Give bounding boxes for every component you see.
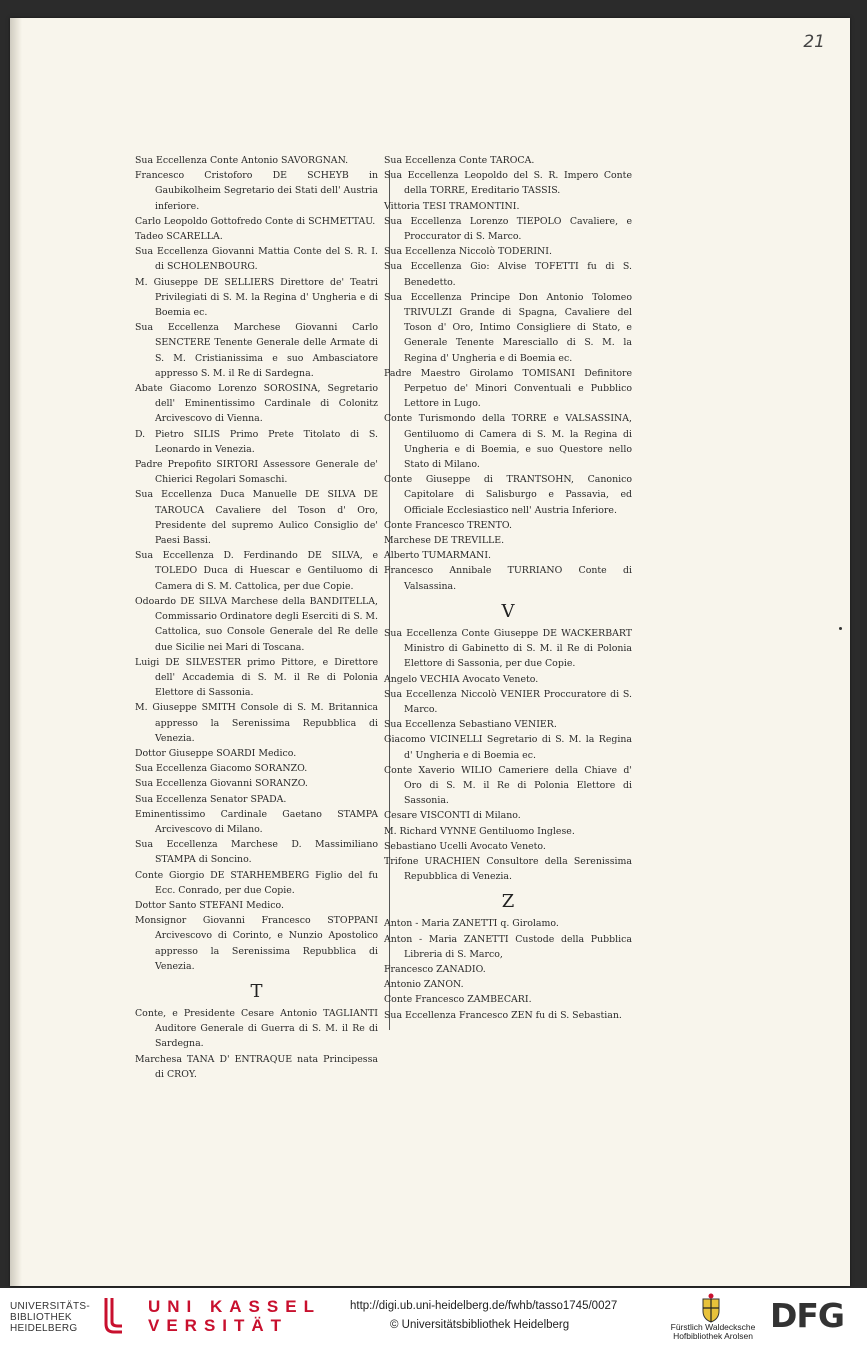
subscriber-entry: Sua Eccellenza Conte Antonio SAVORGNAN. xyxy=(135,155,349,166)
subscriber-entry: Marchese DE TREVILLE. xyxy=(384,535,505,547)
subscriber-entry: Sua Eccellenza Lorenzo TIEPOLO Cavaliere, e Proccurator di S. Marco. xyxy=(384,215,632,243)
subscriber-entry: M. Richard VYNNE Gentiluomo Inglese. xyxy=(384,825,575,837)
subscriber-entry: Alberto TUMARMANI. xyxy=(384,550,492,562)
subscriber-entry: Sua Eccellenza Gio: Alvise TOFETTI fu di S. Benedetto. xyxy=(384,261,632,288)
subscriber-entry: Francesco Annibale TURRIANO Conte di Valsassina. xyxy=(384,565,632,592)
subscriber-entry: Conte Xaverio WILIO Cameriere della Chiave d' Oro di S. M. il Re di Polonia Elettore di Sassonia. xyxy=(384,764,632,807)
subscriber-entry: Conte Turismondo della TORRE e VALSASSINA, Gentiluomo di Camera di S. M. la Regina di Ungheria e di Boemia, e suo Questore nello Stato di Milano. xyxy=(384,413,632,471)
subscriber-entry: M. Giuseppe SMITH Console di S. M. Britannica appresso la Serenissima Repubblica di Venezia. xyxy=(135,702,378,744)
permalink[interactable]: http://digi.ub.uni-heidelberg.de/fwhb/tasso1745/0027 xyxy=(350,1300,618,1312)
subscriber-entry: Vittoria TESI TRAMONTINI. xyxy=(384,200,520,212)
folio-number: 21 xyxy=(803,32,825,52)
subscriber-entry: Conte, e Presidente Cesare Antonio TAGLIANTI Auditore Generale di Guerra di S. M. il Re di Sardegna. xyxy=(135,1007,378,1050)
subscriber-entry: Dottor Santo STEFANI Medico. xyxy=(135,899,284,911)
ub-heidelberg-logo-text: UNIVERSITÄTS- BIBLIOTHEK HEIDELBERG xyxy=(10,1301,91,1334)
subscriber-entry: Padre Maestro Girolamo TOMISANI Definitore Perpetuo de' Minori Conventuali e Pubblico Lettore in Lugo. xyxy=(384,367,632,410)
subscriber-entry: Padre Prepofito SIRTORI Assessore Generale de' Chierici Regolari Somaschi. xyxy=(135,459,378,486)
subscriber-entry: Tadeo SCARELLA. xyxy=(135,231,223,243)
subscriber-entry: Francesco Cristoforo DE SCHEYB in Gaubikolheim Segretario dei Stati dell' Austria inferiore. xyxy=(135,170,378,212)
subscriber-entry: Sua Eccellenza Sebastiano VENIER. xyxy=(384,719,557,731)
uni-kassel-logo-icon xyxy=(100,1296,124,1334)
subscriber-entry: Sua Eccellenza Francesco ZEN fu di S. Sebastian. xyxy=(384,1009,622,1021)
subscriber-entry: Antonio ZANON. xyxy=(384,979,464,991)
section-letter: Z xyxy=(501,891,515,913)
subscriber-entry: Sua Eccellenza Principe Don Antonio Tolomeo TRIVULZI Grande di Spagna, Cavaliere del Toson d' Oro, Intimo Consigliere di Stato, e Generale Tenente Maresciallo di S. M. la Regina d' Ungheria e di Boemia ec. xyxy=(384,291,632,364)
subscriber-entry: Sua Eccellenza Conte TAROCA. xyxy=(384,155,535,166)
subscriber-entry: Odoardo DE SILVA Marchese della BANDITELLA, Commissario Ordinatore degli Eserciti di S. M. Cattolica, suo Console Generale del Re delle due Sicilie nei Mari di Toscana. xyxy=(135,595,378,653)
subscriber-entry: Sua Eccellenza Giacomo SORANZO. xyxy=(135,763,308,775)
subscriber-entry: Giacomo VICINELLI Segretario di S. M. la Regina d' Ungheria e di Boemia ec. xyxy=(384,734,632,761)
subscriber-entry: Sua Eccellenza Marchese Giovanni Carlo SENCTERE Tenente Generale delle Armate di S. M. Cristianissima e suo Ambasciatore appresso S. M. il Re di Sardegna. xyxy=(135,322,378,379)
subscriber-entry: Sebastiano Ucelli Avocato Veneto. xyxy=(384,840,546,852)
subscriber-entry: Luigi DE SILVESTER primo Pittore, e Direttore dell' Accademia di S. M. il Re di Polonia Elettore di Sassonia. xyxy=(135,656,378,699)
viewer-footer xyxy=(0,1288,867,1347)
subscriber-entry: Sua Eccellenza Senator SPADA. xyxy=(135,793,287,805)
subscriber-entry: Conte Giorgio DE STARHEMBERG Figlio del fu Ecc. Conrado, per due Copie. xyxy=(135,869,378,896)
subscriber-entry: Anton - Maria ZANETTI q. Girolamo. xyxy=(384,918,559,930)
subscriber-entry: D. Pietro SILIS Primo Prete Titolato di S. Leonardo in Venezia. xyxy=(135,428,378,455)
left-column xyxy=(135,153,378,1082)
subscriber-entry: Trifone URACHIEN Consultore della Serenissima Repubblica di Venezia. xyxy=(384,855,632,883)
subscriber-entry: Conte Francesco TRENTO. xyxy=(384,519,512,531)
dfg-logo: DFG xyxy=(770,1296,845,1335)
section-letter: T xyxy=(250,980,263,1002)
kassel-line-1: UNI KASSEL xyxy=(148,1297,321,1316)
subscriber-entry: Francesco ZANADIO. xyxy=(384,963,486,975)
subscriber-entry: Marchesa TANA D' ENTRAQUE nata Principessa di CROY. xyxy=(135,1053,378,1080)
kassel-line-2: VERSITÄT xyxy=(148,1316,289,1335)
margin-dot xyxy=(839,627,842,630)
subscriber-entry: Cesare VISCONTI di Milano. xyxy=(384,810,521,822)
subscriber-entry: Sua Eccellenza Niccolò VENIER Proccuratore di S. Marco. xyxy=(384,688,632,715)
subscriber-entry: Angelo VECHIA Avocato Veneto. xyxy=(384,673,539,685)
subscriber-entry: Sua Eccellenza Niccolò TODERINI. xyxy=(384,246,552,258)
page-spine-shadow xyxy=(10,18,22,1286)
copyright-notice: © Universitätsbibliothek Heidelberg xyxy=(390,1319,570,1331)
subscriber-entry: Abate Giacomo Lorenzo SOROSINA, Segretario dell' Eminentissimo Cardinale di Colonitz Arcivescovo di Vienna. xyxy=(135,383,378,425)
section-letter: V xyxy=(501,600,515,622)
subscriber-entry: Anton - Maria ZANETTI Custode della Pubblica Libreria di S. Marco, xyxy=(384,933,632,960)
subscriber-entry: Sua Eccellenza Marchese D. Massimiliano STAMPA di Soncino. xyxy=(135,839,378,866)
subscriber-entry: Sua Eccellenza Giovanni Mattia Conte del S. R. I. di SCHOLENBOURG. xyxy=(135,246,378,273)
subscriber-entry: Monsignor Giovanni Francesco STOPPANI Arcivescovo di Corinto, e Nunzio Apostolico appresso la Serenissima Repubblica di Venezia. xyxy=(135,915,378,972)
subscriber-entry: Sua Eccellenza Duca Manuelle DE SILVA DE TAROUCA Cavaliere del Toson d' Oro, Presidente del supremo Aulico Consiglio de' Paesi Bassi. xyxy=(135,489,378,547)
right-column xyxy=(384,153,632,1023)
subscriber-entry: M. Giuseppe DE SELLIERS Direttore de' Teatri Privilegiati di S. M. la Regina d' Ungheria e di Boemia ec. xyxy=(135,276,378,319)
subscriber-entry: Conte Giuseppe di TRANTSOHN, Canonico Capitolare di Salisburgo e Passavia, ed Officiale Ecclesiastico nell' Austria Inferiore. xyxy=(384,474,632,516)
subscriber-entry: Conte Francesco ZAMBECARI. xyxy=(384,994,532,1006)
subscriber-entry: Dottor Giuseppe SOARDI Medico. xyxy=(135,747,297,759)
subscriber-entry: Carlo Leopoldo Gottofredo Conte di SCHMETTAU. xyxy=(135,215,376,227)
arolsen-library-name: Fürstlich Waldecksche Hofbibliothek Arolsen xyxy=(670,1322,756,1341)
subscriber-entry: Sua Eccellenza Giovanni SORANZO. xyxy=(135,778,308,790)
subscriber-entry: Sua Eccellenza Leopoldo del S. R. Impero Conte della TORRE, Ereditario TASSIS. xyxy=(384,170,632,197)
subscriber-entry: Sua Eccellenza Conte Giuseppe DE WACKERBART Ministro di Gabinetto di S. M. il Re di Polonia Elettore di Sassonia, per due Copie. xyxy=(384,627,632,670)
waldeck-crest-icon xyxy=(700,1293,722,1323)
subscriber-entry: Eminentissimo Cardinale Gaetano STAMPA Arcivescovo di Milano. xyxy=(135,808,378,835)
uni-kassel-logo-text xyxy=(148,1297,321,1335)
subscriber-entry: Sua Eccellenza D. Ferdinando DE SILVA, e TOLEDO Duca di Huescar e Gentiluomo di Camera di S. M. Cattolica, per due Copie. xyxy=(135,550,378,592)
